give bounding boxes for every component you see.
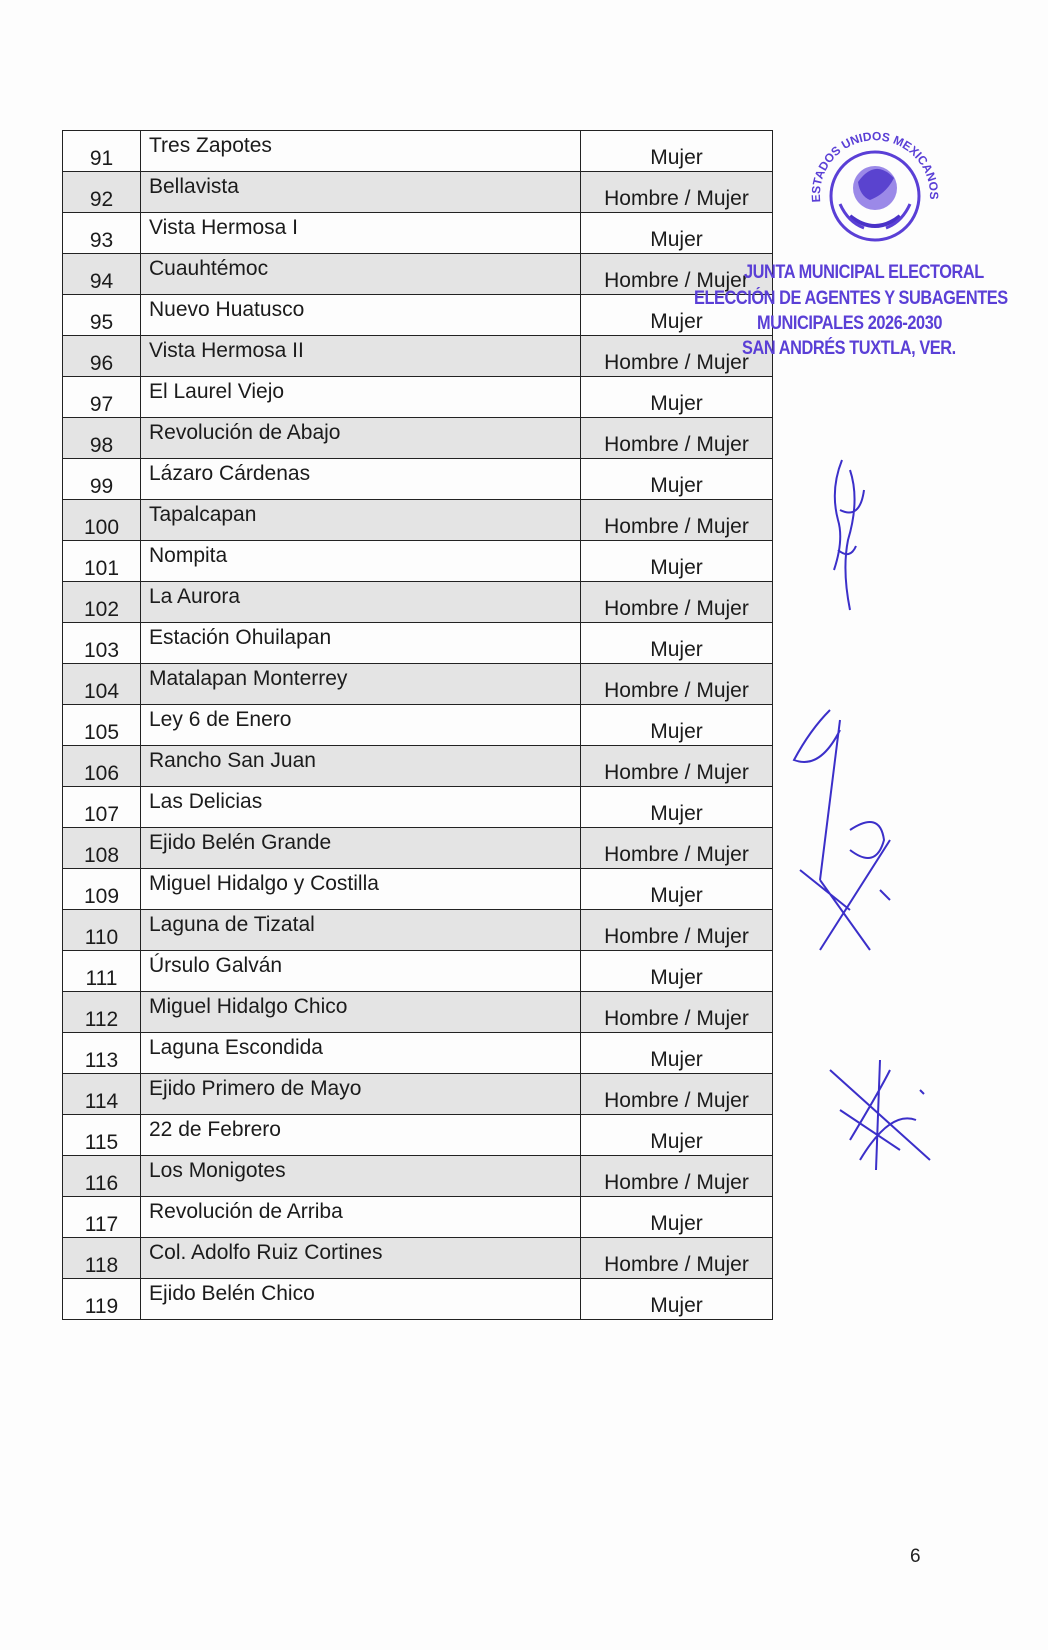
- community-name: Ejido Primero de Mayo: [141, 1074, 581, 1115]
- community-name: Los Monigotes: [141, 1156, 581, 1197]
- gender-value: Hombre / Mujer: [581, 746, 773, 787]
- stamp-line-4: SAN ANDRÉS TUXTLA, VER.: [742, 338, 956, 359]
- row-number: 117: [63, 1197, 141, 1238]
- community-name: La Aurora: [141, 582, 581, 623]
- table-row: [63, 377, 773, 418]
- gender-value: Mujer: [581, 1115, 773, 1156]
- gender-value: Hombre / Mujer: [581, 992, 773, 1033]
- gender-value: Mujer: [581, 213, 773, 254]
- table-row: [63, 1197, 773, 1238]
- community-name: Úrsulo Galván: [141, 951, 581, 992]
- row-number: 119: [63, 1279, 141, 1320]
- row-number: 115: [63, 1115, 141, 1156]
- row-number: 116: [63, 1156, 141, 1197]
- table-row: [63, 787, 773, 828]
- community-name: Col. Adolfo Ruiz Cortines: [141, 1238, 581, 1279]
- table-row: [63, 1033, 773, 1074]
- table-row: [63, 828, 773, 869]
- row-number: 113: [63, 1033, 141, 1074]
- stamp-line-2: ELECCIÓN DE AGENTES Y SUBAGENTES: [694, 288, 1008, 309]
- row-number: 100: [63, 500, 141, 541]
- gender-value: Mujer: [581, 295, 773, 336]
- table-row: [63, 418, 773, 459]
- row-number: 114: [63, 1074, 141, 1115]
- community-name: Laguna de Tizatal: [141, 910, 581, 951]
- row-number: 101: [63, 541, 141, 582]
- table-row: [63, 213, 773, 254]
- gender-value: Mujer: [581, 623, 773, 664]
- community-name: Miguel Hidalgo Chico: [141, 992, 581, 1033]
- gender-value: Hombre / Mujer: [581, 910, 773, 951]
- gender-value: Hombre / Mujer: [581, 172, 773, 213]
- signature-2: [780, 700, 910, 990]
- table-row: [63, 1074, 773, 1115]
- gender-value: Mujer: [581, 377, 773, 418]
- community-name: Rancho San Juan: [141, 746, 581, 787]
- table-row: [63, 705, 773, 746]
- row-number: 91: [63, 131, 141, 172]
- row-number: 112: [63, 992, 141, 1033]
- row-number: 106: [63, 746, 141, 787]
- table-row: [63, 336, 773, 377]
- community-name: Cuauhtémoc: [141, 254, 581, 295]
- community-name: Tapalcapan: [141, 500, 581, 541]
- row-number: 92: [63, 172, 141, 213]
- row-number: 94: [63, 254, 141, 295]
- table-row: [63, 1156, 773, 1197]
- table-row: [63, 746, 773, 787]
- community-name: Estación Ohuilapan: [141, 623, 581, 664]
- community-name: Bellavista: [141, 172, 581, 213]
- table-row: [63, 992, 773, 1033]
- community-name: Tres Zapotes: [141, 131, 581, 172]
- gender-value: Hombre / Mujer: [581, 582, 773, 623]
- gender-value: Mujer: [581, 869, 773, 910]
- community-name: Lázaro Cárdenas: [141, 459, 581, 500]
- gender-value: Hombre / Mujer: [581, 336, 773, 377]
- national-seal-icon: [800, 118, 950, 266]
- gender-value: Hombre / Mujer: [581, 1074, 773, 1115]
- community-name: Laguna Escondida: [141, 1033, 581, 1074]
- row-number: 109: [63, 869, 141, 910]
- gender-value: Hombre / Mujer: [581, 418, 773, 459]
- community-name: Ley 6 de Enero: [141, 705, 581, 746]
- row-number: 110: [63, 910, 141, 951]
- row-number: 107: [63, 787, 141, 828]
- gender-value: Mujer: [581, 541, 773, 582]
- gender-value: Hombre / Mujer: [581, 254, 773, 295]
- table-row: [63, 541, 773, 582]
- gender-value: Mujer: [581, 1279, 773, 1320]
- seal-arc-text: ESTADOS UNIDOS MEXICANOS: [808, 129, 942, 203]
- stamp-line-1: JUNTA MUNICIPAL ELECTORAL: [744, 262, 984, 283]
- gender-value: Mujer: [581, 1033, 773, 1074]
- row-number: 93: [63, 213, 141, 254]
- community-name: Vista Hermosa I: [141, 213, 581, 254]
- table-row: [63, 1115, 773, 1156]
- table-row: [63, 459, 773, 500]
- gender-value: Mujer: [581, 705, 773, 746]
- communities-table: [62, 130, 773, 1320]
- community-name: Miguel Hidalgo y Costilla: [141, 869, 581, 910]
- row-number: 111: [63, 951, 141, 992]
- gender-value: Hombre / Mujer: [581, 664, 773, 705]
- table-row: [63, 623, 773, 664]
- gender-value: Hombre / Mujer: [581, 500, 773, 541]
- signature-1: [820, 450, 880, 630]
- table-row: [63, 869, 773, 910]
- row-number: 104: [63, 664, 141, 705]
- table-row: [63, 131, 773, 172]
- gender-value: Mujer: [581, 1197, 773, 1238]
- community-name: El Laurel Viejo: [141, 377, 581, 418]
- table-row: [63, 1238, 773, 1279]
- table-row: [63, 1279, 773, 1320]
- row-number: 102: [63, 582, 141, 623]
- table-row: [63, 910, 773, 951]
- table-row: [63, 172, 773, 213]
- gender-value: Hombre / Mujer: [581, 1238, 773, 1279]
- community-name: Las Delicias: [141, 787, 581, 828]
- page-number: 6: [910, 1546, 921, 1567]
- row-number: 103: [63, 623, 141, 664]
- community-name: Matalapan Monterrey: [141, 664, 581, 705]
- gender-value: Mujer: [581, 459, 773, 500]
- row-number: 105: [63, 705, 141, 746]
- gender-value: Hombre / Mujer: [581, 1156, 773, 1197]
- row-number: 98: [63, 418, 141, 459]
- community-name: Ejido Belén Grande: [141, 828, 581, 869]
- table-row: [63, 254, 773, 295]
- gender-value: Hombre / Mujer: [581, 828, 773, 869]
- table-row: [63, 582, 773, 623]
- gender-value: Mujer: [581, 951, 773, 992]
- table-row: [63, 951, 773, 992]
- community-name: 22 de Febrero: [141, 1115, 581, 1156]
- row-number: 108: [63, 828, 141, 869]
- table-row: [63, 500, 773, 541]
- row-number: 97: [63, 377, 141, 418]
- community-name: Vista Hermosa II: [141, 336, 581, 377]
- gender-value: Mujer: [581, 131, 773, 172]
- row-number: 118: [63, 1238, 141, 1279]
- table-row: [63, 664, 773, 705]
- community-name: Ejido Belén Chico: [141, 1279, 581, 1320]
- community-name: Revolución de Arriba: [141, 1197, 581, 1238]
- community-name: Nompita: [141, 541, 581, 582]
- signature-3: [820, 1050, 950, 1180]
- community-name: Revolución de Abajo: [141, 418, 581, 459]
- gender-value: Mujer: [581, 787, 773, 828]
- community-name: Nuevo Huatusco: [141, 295, 581, 336]
- row-number: 99: [63, 459, 141, 500]
- table-body: [63, 131, 773, 1320]
- row-number: 96: [63, 336, 141, 377]
- stamp-line-3: MUNICIPALES 2026-2030: [757, 313, 943, 334]
- table-row: [63, 295, 773, 336]
- row-number: 95: [63, 295, 141, 336]
